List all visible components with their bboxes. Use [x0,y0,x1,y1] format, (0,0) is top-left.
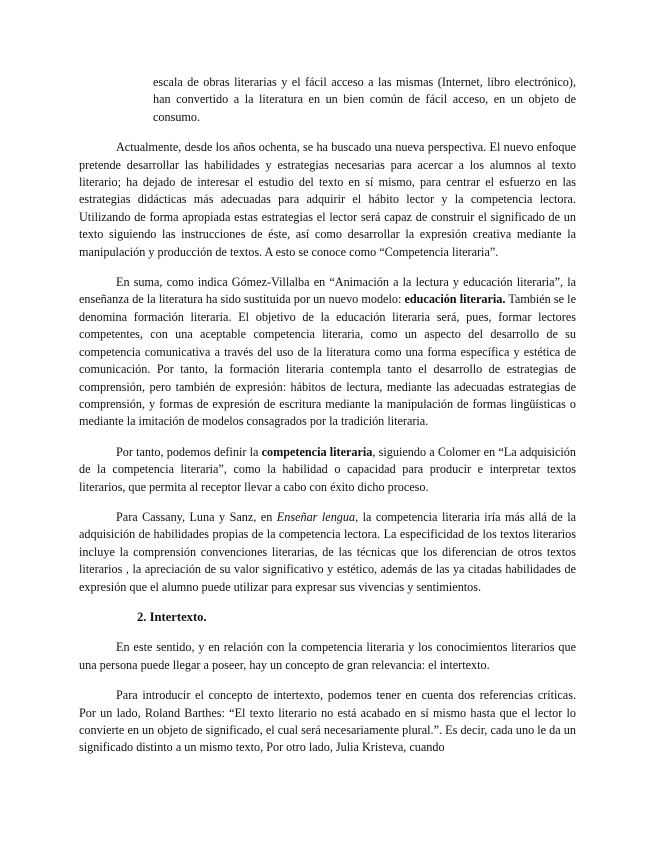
paragraph-educacion-literaria [79,274,576,431]
bold-term-competencia-literaria: competencia literaria [261,444,373,459]
paragraph-definicion-competencia [79,444,576,496]
paragraph-text-after: También se le denomina formación literaria. El objetivo de la educación literaria será, pues, formar lectores competentes, con una aceptable competencia literaria, como un aspecto del desarrollo de su competencia comunicativa a través del uso de la literatura como una forma específica y estética de comunicación. Por tanto, la formación literaria contempla tanto el desarrollo de estrategias de comprensión, pero también de expresión: hábitos de lectura, mediante las adecuadas estrategias de comprensión, y formas de expresión de escritura mediante la manipulación de formas lingüísticas o mediante la imitación de modelos consagrados por la tradición literaria. [79,292,576,429]
bold-term-educacion-literaria: educación literaria. [404,292,506,307]
paragraph-text-after: , la competencia literaria iría más allá de la adquisición de habilidades propias de la competencia lectora. La especificidad de los textos literarios incluye la comprensión convenciones literarias, de las técnicas que los diferencian de otros textos literarios , la apreciación de su valor significativo y estético, además de las ya citadas habilidades de expresión que el alumno puede utilizar para expresar sus vivencias y sentimientos. [79,509,576,594]
document-page [79,74,576,770]
paragraph-text-after: , siguiendo a Colomer en “La adquisición de la competencia literaria”, como la habilidad o capacidad para producir e interpretar textos literarios, que permita al receptor llevar a cabo con éxito dicho proceso. [79,444,576,494]
block-quote: escala de obras literarias y el fácil acceso a las mismas (Internet, libro electrónico), han convertido a la literatura en un bien común de fácil acceso, en un objeto de consumo. [153,75,576,124]
paragraph-barthes-kristeva: Para introducir el concepto de intertexto, podemos tener en cuenta dos referencias críticas. Por un lado, Roland Barthes: “El texto literario no está acabado en sí mismo hasta que el lector lo convierte en un objeto de significado, el cual será necesariamente plural.”. Es decir, cada uno le da un significado distinto a un mismo texto, Por otro lado, Julia Kristeva, cuando [79,688,576,755]
italic-book-title: Enseñar lengua [276,509,356,524]
paragraph-intertexto-intro: En este sentido, y en relación con la competencia literaria y los conocimientos literarios que una persona puede llegar a poseer, hay un concepto de gran relevancia: el intertexto. [79,640,576,672]
paragraph-text-before: Para Cassany, Luna y Sanz, en [116,509,277,524]
section-heading-intertexto: 2. Intertexto. [137,609,207,624]
paragraph-text-before: Por tanto, podemos definir la [116,444,262,459]
paragraph-competencia-intro: Actualmente, desde los años ochenta, se ha buscado una nueva perspectiva. El nuevo enfoque pretende desarrollar las habilidades y estrategias necesarias para acercar a los alumnos al texto literario; ha dejado de interesar el estudio del texto en sí mismo, para centrar el esfuerzo en las estrategias didácticas más adecuadas para adquirir el hábito lector y la competencia lectora. Utilizando de forma apropiada estas estrategias el lector será capaz de construir el significado de un texto siguiendo las instrucciones de éste, así como desarrollar la expresión creativa mediante la manipulación y producción de textos. A esto se conoce como “Competencia literaria”. [79,140,576,259]
paragraph-cassany [79,509,576,596]
paragraph-text-before: En suma, como indica Gómez-Villalba en “Animación a la lectura y educación literaria”, la enseñanza de la literatura ha sido sustituida por un nuevo modelo: [79,275,576,307]
